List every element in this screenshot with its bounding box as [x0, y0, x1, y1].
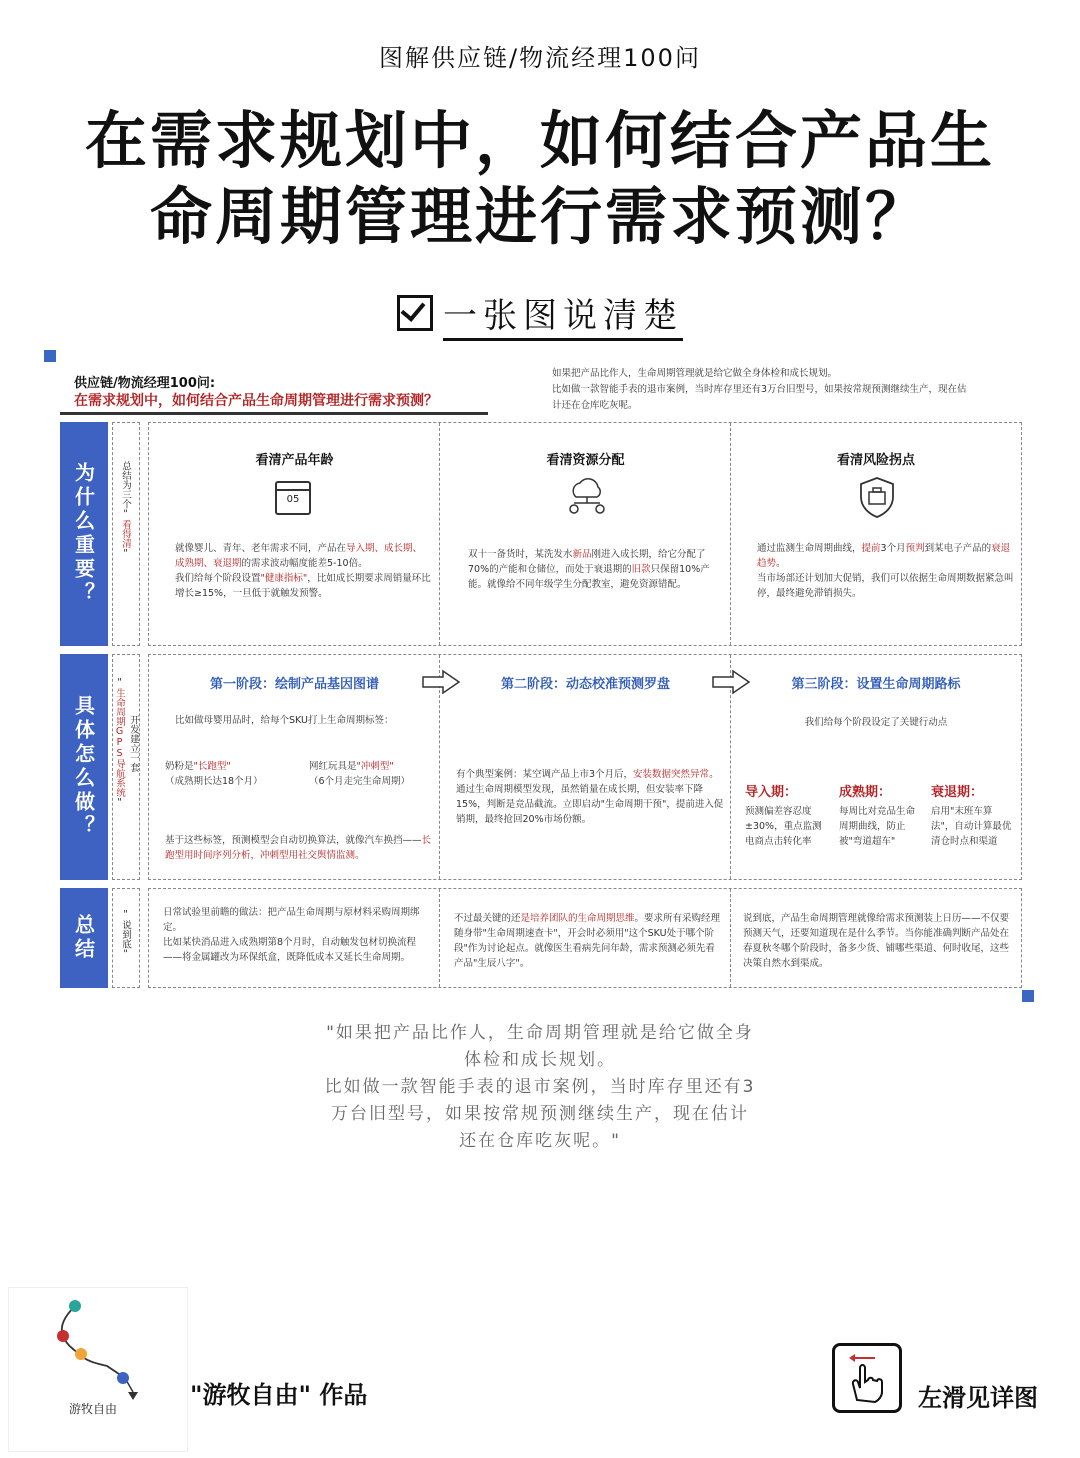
shield-icon	[857, 475, 897, 519]
corner-square-top	[44, 350, 56, 362]
row-label-why: 为什么重要？	[60, 422, 108, 646]
series-title: 图解供应链/物流经理100问	[379, 44, 701, 72]
chart-question: 在需求规划中，如何结合产品生命周期管理进行需求预测？	[74, 393, 438, 409]
calendar-icon: 05	[275, 481, 311, 515]
phase-decline: 衰退期： 启用"末班车算法"，自动计算最优清仓时点和渠道	[931, 785, 1012, 847]
row1-panel	[148, 422, 1022, 646]
stage-one: 第一阶段：绘制产品基因图谱 比如做母婴用品时，给每个SKU打上生命周期标签： 奶粉是"长跑型" （成熟期长达18个月） 网红玩具是"冲刺型" （6个月走完生命周期） 基于这些标签，预测模型会自动切换算法，就像汽车换挡——长跑型用时间序列分析，冲刺型用社交舆情监测。	[149, 655, 440, 879]
swipe-hand-icon[interactable]	[832, 1343, 902, 1413]
page-title-line2: 命周期管理进行需求预测？	[149, 180, 930, 253]
cell-product-age: 看清产品年龄 05 就像婴儿、青年、老年需求不同，产品在导入期、成长期、成熟期、衰退期的需求波动幅度能差5-10倍。 我们给每个阶段设置"健康指标"，比如成长期要求周销量环比增长≥15%，一旦低于就触发预警。	[149, 423, 440, 645]
row-label-summary: 总结	[60, 888, 108, 988]
cloud-gear-icon	[564, 477, 610, 517]
row2-panel	[148, 654, 1022, 880]
row3-panel	[148, 888, 1022, 988]
row-note-why: 总结为三个"看得清"	[112, 422, 140, 646]
path-dots-icon	[9, 1288, 187, 1451]
phase-maturity: 成熟期： 每周比对竞品生命周期曲线，防止被"弯道超车"	[839, 785, 916, 847]
header-underline	[60, 412, 488, 415]
chart-intro: 如果把产品比作人，生命周期管理就是给它做全身体检和成长规划。 比如做一款智能手表的退市案例，当时库存里还有3万台旧型号，如果按常规预测继续生产，现在估 计还在仓库吃灰呢。	[552, 368, 967, 411]
checkbox-icon	[397, 295, 433, 331]
logo: 游牧自由	[8, 1287, 188, 1452]
phase-introduction: 导入期： 预测偏差容忍度±30%，重点监测电商点击转化率	[745, 785, 822, 847]
chart-series: 供应链/物流经理100问:	[74, 376, 216, 391]
row-label-how: 具体怎么做？	[60, 654, 108, 880]
page-title-line1: 在需求规划中，如何结合产品生	[84, 104, 995, 177]
quote-block: "如果把产品比作人，生命周期管理就是给它做全身 体检和成长规划。 比如做一款智能手表的退市案例，当时库存里还有3 万台旧型号，如果按常规预测继续生产，现在估计 还在仓库吃灰呢。"	[324, 1023, 756, 1151]
row-note-summary: "说到底"	[112, 888, 140, 988]
summary-cell-2: 不过最关键的还是培养团队的生命周期思维。要求所有采购经理随身带"生命周期速查卡"，开会时必须用"这个SKU处于哪个阶段"作为讨论起点。就像医生看病先问年龄，需求预测必须先看产品"生辰八字"。	[440, 889, 731, 987]
swipe-label: 左滑见详图	[918, 1384, 1038, 1412]
cell-resource-allocation: 看清资源分配 双十一备货时，某洗发水新品刚进入成长期，给它分配了70%的产能和仓储位，而处于衰退期的旧款只保留10%产能。就像给不同年级学生分配教室，避免资源错配。	[440, 423, 731, 645]
subtitle: 一张图说清楚	[0, 288, 1080, 337]
corner-square-bottom	[1022, 990, 1034, 1002]
cell-risk-turning-point: 看清风险拐点 通过监测生命周期曲线，提前3个月预判到某电子产品的衰退趋势。 当市场部还计划加大促销，我们可以依据生命周期数据紧急叫停，最终避免滞销损失。	[757, 453, 1014, 599]
summary-cell-1: 日常试验里前瞻的做法：把产品生命周期与原材料采购周期绑定。 比如某快消品进入成熟期第8个月时，自动触发包材切换流程——将金属罐改为环保纸盒，既降低成本又延长生命周期。	[149, 889, 440, 987]
row-note-how: "生命周期GPS导航系统" 开发建立一套	[112, 654, 140, 880]
stage-three: 第三阶段：设置生命周期路标 我们给每个阶段设定了关键行动点 导入期： 预测偏差容忍度±30%，重点监测电商点击转化率 成熟期： 每周比对竞品生命周期曲线，防止被"弯道超车" 衰退期： 启用"末班车算法"，自动计算最优清仓时点和渠道	[745, 677, 1012, 847]
summary-cell-3: 说到底，产品生命周期管理就像给需求预测装上日历——不仅要预测天气，还要知道现在是什么季节。当你能准确判断产品处在春夏秋冬哪个阶段时，备多少货、铺哪些渠道、何时收尾，这些决策自然水到渠成。	[743, 913, 1010, 969]
credit: "游牧自由" 作品	[190, 1381, 368, 1409]
stage-two: 第二阶段：动态校准预测罗盘 有个典型案例：某空调产品上市3个月后，安装数据突然异常。通过生命周期模型发现，虽然销量在成长期，但安装率下降15%，判断是竞品截流。立即启动"生命周期干预"，提前进入促销期，最终抢回20%市场份额。	[440, 655, 731, 879]
